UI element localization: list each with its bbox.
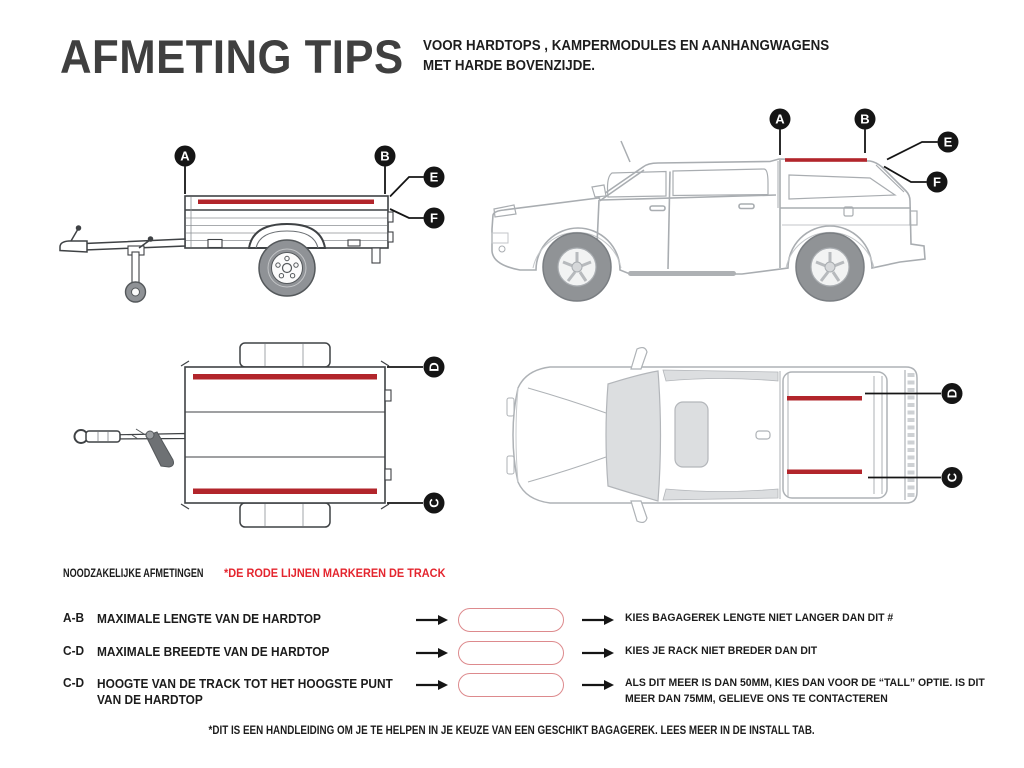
red-track-line-truck-top-1 xyxy=(787,396,862,401)
label-c: C xyxy=(944,472,960,483)
label-c-badge xyxy=(942,467,963,488)
trailer-drawbar xyxy=(60,226,185,284)
truck-top-body xyxy=(507,348,917,523)
label-e: E xyxy=(943,134,953,150)
row1-instruction: KIES BAGAGEREK LENGTE NIET LANGER DAN DIT # xyxy=(625,612,894,624)
label-d-badge xyxy=(424,357,445,378)
leader-lines xyxy=(387,367,423,503)
row3-description: HOOGTE VAN DE TRACK TOT HET HOOGSTE PUNT VAN DE HARDTOP xyxy=(97,677,393,707)
measurements-heading: NOODZAKELIJKE AFMETINGEN xyxy=(63,566,204,580)
label-d-badge xyxy=(942,383,963,404)
page-title-text: AFMETING TIPS xyxy=(60,30,404,83)
row1-key: A-B xyxy=(63,611,85,625)
page-title xyxy=(60,30,429,83)
row1-description: MAXIMALE LENGTE VAN DE HARDTOP xyxy=(97,612,321,626)
label-f-badge xyxy=(424,208,445,229)
trailer-jockey-wheel xyxy=(126,282,146,302)
arrow-right-icon xyxy=(581,679,615,691)
row3-instruction: ALS DIT MEER IS DAN 50MM, KIES DAN VOOR DE “TALL” OPTIE. IS DIT MEER DAN 75MM, GELIEVE ONS TE CONTACTEREN xyxy=(625,677,985,705)
page-subtitle xyxy=(423,37,864,76)
red-track-line-trailer-top-2 xyxy=(193,489,377,495)
label-f: F xyxy=(430,210,438,226)
arrow-right-icon xyxy=(415,614,449,626)
arrow-right-icon xyxy=(581,614,615,626)
row3-key: C-D xyxy=(63,676,85,690)
label-b: B xyxy=(380,148,390,164)
row2-key: C-D xyxy=(63,644,85,658)
measurement-box-row3 xyxy=(458,673,564,697)
trailer-top-body xyxy=(181,361,391,509)
arrow-right-icon xyxy=(415,679,449,691)
arrow-right-icon xyxy=(581,647,615,659)
label-b-badge xyxy=(855,109,876,130)
measurement-box-row2 xyxy=(458,641,564,665)
truck-top-diagram xyxy=(500,340,970,552)
label-c-badge xyxy=(424,493,445,514)
label-f-badge xyxy=(927,172,948,193)
trailer-side-diagram xyxy=(55,140,450,315)
label-e-badge xyxy=(938,132,959,153)
truck-side-diagram xyxy=(480,105,960,315)
measurement-box-row1 xyxy=(458,608,564,632)
truck-rear-wheel xyxy=(796,233,864,301)
label-f: F xyxy=(933,174,941,190)
label-e: E xyxy=(429,169,439,185)
red-track-line-truck-side xyxy=(785,158,867,162)
label-a-badge xyxy=(175,146,196,167)
label-b: B xyxy=(860,111,870,127)
red-track-line-truck-top-2 xyxy=(787,470,862,475)
trailer-top-hitch xyxy=(75,429,186,467)
label-c: C xyxy=(426,498,442,508)
label-d: D xyxy=(426,362,442,372)
subtitle-line-1: VOOR HARDTOPS , KAMPERMODULES EN AANHANGWAGENS xyxy=(423,38,830,54)
label-b-badge xyxy=(375,146,396,167)
row2-description: MAXIMALE BREEDTE VAN DE HARDTOP xyxy=(97,645,330,659)
red-track-line-trailer-side xyxy=(198,200,374,205)
label-d: D xyxy=(944,388,960,399)
trailer-top-diagram xyxy=(60,335,480,535)
label-a-badge xyxy=(770,109,791,130)
footnote: *DIT IS EEN HANDLEIDING OM JE TE HELPEN IN JE KEUZE VAN EEN GESCHIKT BAGAGEREK. LEES MEER IN DE INSTALL TAB. xyxy=(208,723,816,737)
truck-front-wheel xyxy=(543,233,611,301)
arrow-right-icon xyxy=(415,647,449,659)
label-a: A xyxy=(180,148,190,164)
label-a: A xyxy=(775,111,785,127)
subtitle-line-2: MET HARDE BOVENZIJDE. xyxy=(423,57,595,74)
row2-instruction: KIES JE RACK NIET BREDER DAN DIT xyxy=(625,645,818,657)
trailer-wheel xyxy=(259,240,315,296)
track-note: *DE RODE LIJNEN MARKEREN DE TRACK xyxy=(224,566,446,580)
red-track-line-trailer-top-1 xyxy=(193,374,377,380)
label-e-badge xyxy=(424,167,445,188)
